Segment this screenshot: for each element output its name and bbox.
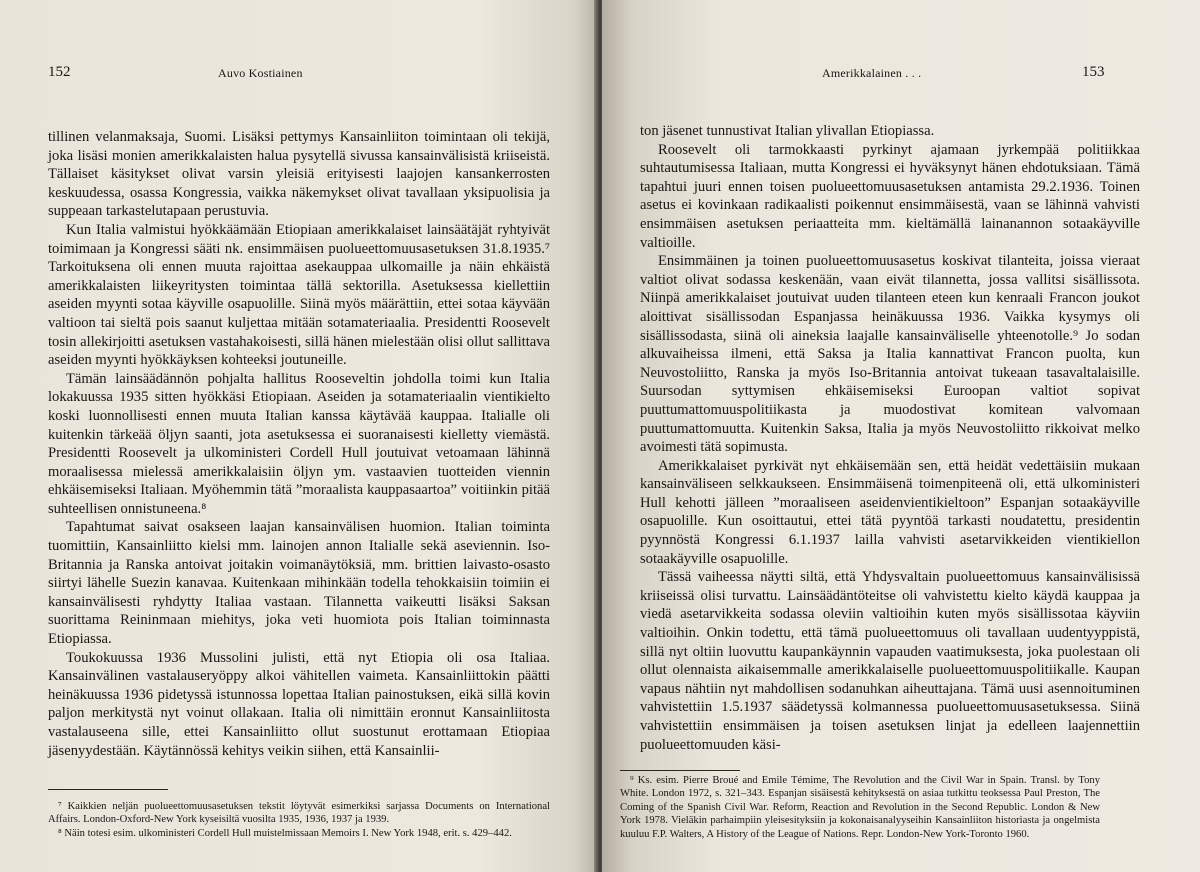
- paragraph: Tässä vaiheessa näytti siltä, että Yhdysvaltain puolueettomuus kansainvälisissä kriiseissä olisi turvattu. Lainsäädäntöteitse oli vahvistettu kielto käydä kauppaa ja viedä asetarvikkeita sodassa oleviin valtioihin kuten myös sisällissotaa käyviin valtioihin. Onkin todettu, että tämä puolueettomuus oli tavallaan uudentyyppistä, sillä nyt oltiin luovuttu kaupankäynnin vapauden vaatimuksesta, joka puolestaan oli ollut olennaista aikaisemmalle amerikkalaiselle puolueettomuuspolitiikalle. Kaupan vapaus nähtiin nyt mahdollisen sodanuhkan aiheuttajana. Tämä uusi asennoituminen vahvistettiin 1.5.1937 säädetyssä kolmannessa puolueettomuusasetuksessa. Siinä vahvistettiin ensimmäisen ja toisen asetuksen linjat ja edelleen laajennettiin puolueettomuuden käsi-: [640, 569, 1140, 753]
- running-head-left: Auvo Kostiainen: [218, 66, 303, 80]
- body-text-right: [640, 122, 1140, 754]
- footnote-rule-left: [48, 789, 168, 790]
- running-head-right: Amerikkalainen . . .: [822, 66, 922, 80]
- paragraph: ton jäsenet tunnustivat Italian ylivallan Etiopiassa.: [640, 123, 935, 139]
- footnotes-right: [620, 774, 1100, 841]
- paragraph: Tämän lainsäädännön pohjalta hallitus Rooseveltin johdolla toimi kun Italia lokakuussa 1935 sitten hyökkäsi Etiopiaan. Aseiden ja sotamateriaalin vientikielto koski luonnollisesti ennen muuta Italian kanssa käytävää kauppaa. Italialle oli kuitenkin tärkeää öljyn saanti, jota asetuksessa ei suoranaisesti kielletty viemästä. Presidentti Roosevelt ja ulkoministeri Cordell Hull joutuivat vetoamaan lähinnä moraalisessa mielessä amerikkalaisiin öljyn ym. vastaavien tuotteiden viennin ehkäisemiseksi Italiaan. Myöhemmin tätä ”moraalista kauppasaartoa” voitiinkin pitää suhteellisen onnistuneena.⁸: [48, 370, 550, 517]
- paragraph: tillinen velanmaksaja, Suomi. Lisäksi pettymys Kansainliiton toimintaan oli tekijä, joka lisäsi monien amerikkalaisten halua pysytellä sivussa kansainvälisistä kriiseistä. Tällaiset käsitykset olivat varsin yleisiä erityisesti laajojen kansankerrosten keskuudessa, osassa Kongressia, vaikka näkemykset olivat tavallaan yksipuolisia ja suppeaan tarkastelutapaan perustuvia.: [48, 129, 550, 220]
- footnote: ⁷ Kaikkien neljän puolueettomuusasetuksen tekstit löytyvät esimerkiksi sarjassa Documents on International Affairs. London-Oxford-New York kyseisiltä vuosilta 1935, 1936, 1937 ja 1939.: [48, 801, 550, 826]
- paragraph: Roosevelt oli tarmokkaasti pyrkinyt ajamaan jyrkempää politiikkaa suhtautumisessa Italiaan, mutta Kongressi ei hyväksynyt hänen ehdotuksiaan. Tämä tapahtui juuri ennen toisen puolueettomuusasetuksen antamista 29.2.1936. Toinen asetus ei kovinkaan radikaalisti poikennut ensimmäisestä, vaan se lähinnä vahvisti ensimmäisen asetuksen periaatteita mm. kieltämällä lainanannon sotaakäyville valtioille.: [640, 141, 1140, 251]
- paragraph: Toukokuussa 1936 Mussolini julisti, että nyt Etiopia oli osa Italiaa. Kansainvälinen vastalauseryöppy alkoi vähitellen vaimeta. Kansainliittokin päätti heinäkuussa 1936 pidetyssä istunnossa lopettaa Italian painostuksen, eikä sillä kovin paljon merkitystä nyt voinut ollakaan. Italia oli nimittäin eronnut Kansainliitosta vastalauseena sille, ettei Kansainliitto ollut suostunut erottamaan Etiopiaa jäsenyydestään. Käytännössä kehitys veikin siihen, että Kansainlii-: [48, 649, 550, 759]
- footnote: ⁹ Ks. esim. Pierre Broué and Emile Témime, The Revolution and the Civil War in Spain. Transl. by Tony White. London 1972, s. 321–343. Espanjan sisäisestä kehityksestä on asiaa tutkittu teoksessa Paul Preston, The Coming of the Spanish Civil War. Reform, Reaction and Revolution in the Second Republic. London & New York 1978. Vieläkin parhaimpiin yleisesityksiin ja kokonaisanalyyseihin Kansainliiton historiasta ja ongelmista kuuluu F.P. Walters, A History of the League of Nations. Repr. London-New York-Toronto 1960.: [620, 775, 1100, 840]
- footnote-rule-right: [620, 770, 740, 771]
- right-page: [602, 0, 1200, 872]
- footnotes-left: [48, 800, 550, 840]
- paragraph: Tapahtumat saivat osakseen laajan kansainvälisen huomion. Italian toiminta tuomittiin, Kansainliitto kielsi mm. lainojen annon Italialle sekä aseviennin. Iso-Britannia ja Ranska antoivat joitakin voimanäytöksiä, mm. brittien laivasto-osasto siirtyi lähelle Suezin kanavaa. Kuitenkaan mihinkään todella tehokkaisiin toimiin ei kansainvälisesti ryhdytty Italiaa vastaan. Tilannetta vaikeutti lisäksi Saksan suorittama Reininmaan miehitys, joka veti huomiota pois Italian toiminnasta Etiopiassa.: [48, 519, 550, 648]
- page-number-right: 153: [1082, 64, 1105, 80]
- body-text-left: [48, 128, 550, 760]
- paragraph: Kun Italia valmistui hyökkäämään Etiopiaan amerikkalaiset lainsäätäjät ryhtyivät toimimaan ja Kongressi sääti nk. ensimmäisen puolueettomuusasetuksen 31.8.1935.⁷ Tarkoituksena oli ennen muuta rajoittaa asekauppaa ulkomaille ja näin ehkäistä amerikkalaisten liikeyritysten toimintaa tällä sektorilla. Asetuksessa kiellettiin aseiden myynti sotaa käyville osapuolille. Siinä myös määrättiin, ettei sotaa käyvään valtioon tai sieltä pois saanut kuljettaa mitään sotamateriaalia. Presidentti Roosevelt tosin allekirjoitti asetuksen vastahakoisesti, sillä hänen mielestään olisi ollut sallittava aseiden myynti hyökkäyksen kohteeksi joutuneille.: [48, 221, 550, 369]
- footnote: ⁸ Näin totesi esim. ulkoministeri Cordell Hull muistelmissaan Memoirs I. New York 1948, erit. s. 429–442.: [58, 827, 512, 839]
- paragraph: Ensimmäinen ja toinen puolueettomuusasetus koskivat tilanteita, joissa vieraat valtiot olivat sodassa keskenään, vaan eivät tilannetta, jossa vallitsi sisällissota. Niinpä amerikkalaiset joutuivat uuden tilanteen eteen kun kenraali Francon joukot aloittivat sisällissodan Espanjassa heinäkuussa 1936. Vaikka kysymys oli sisällissodasta, siinä oli aineksia laajalle kansainväliselle yhteenotolle.⁹ Jo sodan alkuvaiheissa ilmeni, että Saksa ja Italia kannattivat Francon puolta, kun Neuvostoliitto, Ranska ja myös Iso-Britannia antoivat tukeaan tasavaltalaisille. Suursodan syttymisen ehkäisemiseksi Euroopan valtiot sopivat puuttumattomuuspolitiikasta ja muodostivat komitean valvomaan puuttumattomuutta. Kuitenkin Saksa, Italia ja myös Neuvostoliitto rikkoivat melko avoimesti tätä sopimusta.: [640, 253, 1140, 456]
- page-number-left: 152: [48, 64, 71, 80]
- left-page: [0, 0, 598, 872]
- paragraph: Amerikkalaiset pyrkivät nyt ehkäisemään sen, että heidät vedettäisiin mukaan kansainväliseen selkkaukseen. Ensimmäisenä toimenpiteenä oli, että ulkoministeri Hull kehotti jälleen ”moraaliseen aseidenvientikieltoon” Espanjan sotaakäyville osapuolille. Kun osoittautui, ettei tätä pyyntöä tarkasti noudatettu, presidentin pyynnöstä Kongressi 6.1.1937 lailla vahvisti asetarvikkeiden vientikiellon sotaakäyville osapuolille.: [640, 457, 1140, 567]
